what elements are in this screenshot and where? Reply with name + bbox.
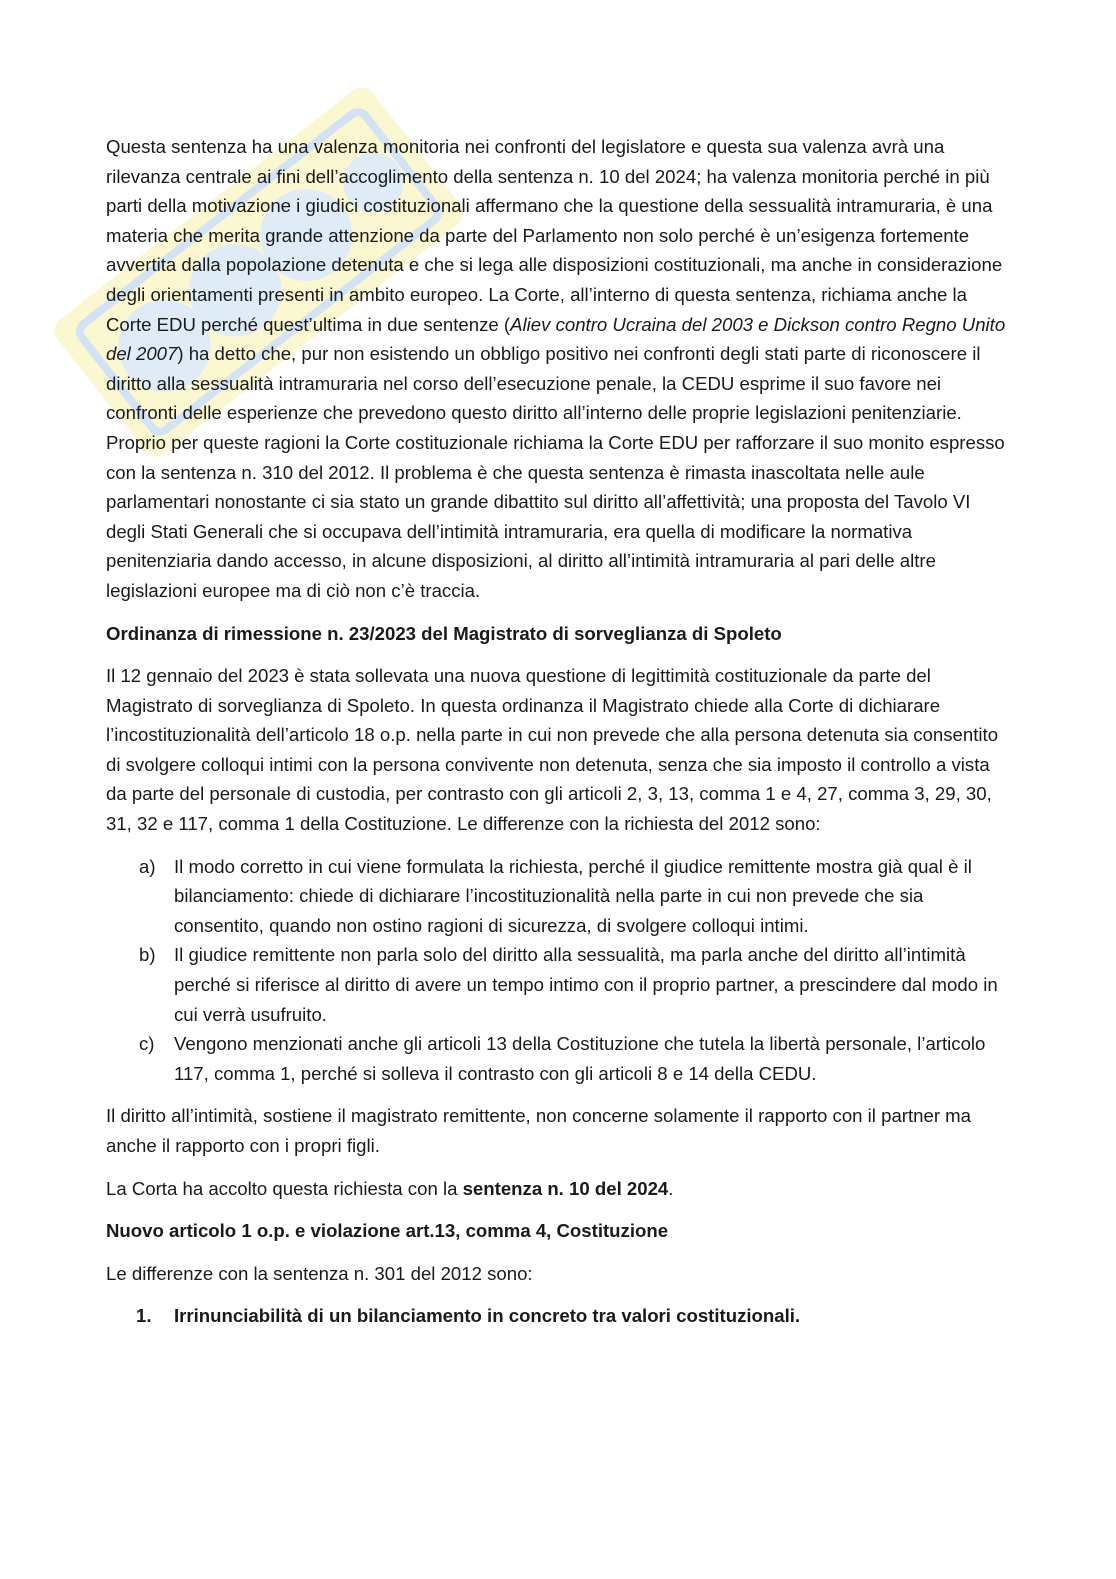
heading-ordinanza: Ordinanza di rimessione n. 23/2023 del Magistrato di sorveglianza di Spoleto (106, 622, 782, 644)
list-item-text: Vengono menzionati anche gli articoli 13 della Costituzione che tutela la libertà personale, l’articolo 117, comma 1, perché si solleva il contrasto con gli articoli 8 e 14 della CEDU. (174, 1033, 986, 1084)
list-marker: 1. (136, 1305, 152, 1327)
list-marker: c) (139, 1033, 155, 1055)
list-item (106, 1029, 1012, 1088)
heading-nuovo-articolo: Nuovo articolo 1 o.p. e violazione art.13, comma 4, Costituzione (106, 1220, 669, 1242)
paragraph-accoglimento-sentenza: sentenza n. 10 del 2024 (462, 1177, 669, 1199)
list-item-text: Irrinunciabilità di un bilanciamento in concreto tra valori costituzionali. (174, 1305, 801, 1327)
paragraph-accoglimento-part-1: La Corta ha accolto questa richiesta con la (106, 1177, 463, 1199)
list-differences (106, 852, 1012, 1089)
list-item-text: Il giudice remittente non parla solo del diritto alla sessualità, ma parla anche del diritto all’intimità perché si riferisce al diritto di avere un tempo intimo con il proprio partner, a prescindere dal modo in cui verrà usufruito. (174, 944, 998, 1025)
list-marker: a) (139, 855, 156, 877)
document-page (106, 132, 1012, 1344)
list-item (106, 852, 1012, 941)
paragraph-intimita: Il diritto all’intimità, sostiene il magistrato remittente, non concerne solamente il rapporto con il partner ma anche il rapporto con i propri figli. (106, 1105, 972, 1156)
paragraph-differenze: Le differenze con la sentenza n. 301 del 2012 sono: (106, 1262, 533, 1284)
list-item (106, 940, 1012, 1029)
paragraph-accoglimento-part-2: . (668, 1177, 674, 1199)
list-item (106, 1301, 1012, 1331)
list-item-text: Il modo corretto in cui viene formulata la richiesta, perché il giudice remittente mostra già qual è il bilanciamento: chiede di dichiarare l’incostituzionalità nella parte in cui non prevede che sia consentito, quando non ostino ragioni di sicurezza, di svolgere colloqui intimi. (174, 855, 972, 936)
paragraph-monitoria (106, 132, 1012, 606)
paragraph-accoglimento (106, 1174, 1012, 1204)
paragraph-monitoria-part-2: ) ha detto che, pur non esistendo un obbligo positivo nei confronti degli stati parte di riconoscere il diritto alla sessualità intramuraria nel corso dell’esecuzione penale, la CEDU esprime il suo favore nei confronti delle esperienze che prevedono questo diritto all’interno delle proprie legislazioni penitenziarie. Proprio per queste ragioni la Corte costituzionale richiama la Corte EDU per rafforzare il suo monito espresso con la sentenza n. 310 del 2012. Il problema è che questa sentenza è rimasta inascoltata nelle aule parlamentari nonostante ci sia stato un grande dibattito sul diritto all’affettività; una proposta del Tavolo VI degli Stati Generali che si occupava dell’intimità intramuraria, era quella di modificare la normativa penitenziaria dando accesso, in alcune disposizioni, al diritto all’intimità intramuraria al pari delle altre legislazioni europee ma di ciò non c’è traccia. (106, 343, 1005, 601)
paragraph-monitoria-cases: Aliev contro Ucraina del 2003 e Dickson contro Regno Unito del 2007 (106, 313, 1006, 365)
list-numbered (106, 1301, 1012, 1331)
paragraph-ordinanza: Il 12 gennaio del 2023 è stata sollevata una nuova questione di legittimità costituzionale da parte del Magistrato di sorveglianza di Spoleto. In questa ordinanza il Magistrato chiede alla Corte di dichiarare l’incostituzionalità dell’articolo 18 o.p. nella parte in cui non prevede che alla persona detenuta sia consentito di svolgere colloqui intimi con la persona convivente non detenuta, senza che sia imposto il controllo a vista da parte del personale di custodia, per contrasto con gli articoli 2, 3, 13, comma 1 e 4, 27, comma 3, 29, 30, 31, 32 e 117, comma 1 della Costituzione. Le differenze con la richiesta del 2012 sono: (106, 665, 999, 835)
list-marker: b) (139, 944, 156, 966)
paragraph-monitoria-part-1: Questa sentenza ha una valenza monitoria nei confronti del legislatore e questa sua valenza avrà una rilevanza centrale ai fini dell’accoglimento della sentenza n. 10 del 2024; ha valenza monitoria perché in più parti della motivazione i giudici costituzionali affermano che la questione della sessualità intramuraria, è una materia che merita grande attenzione da parte del Parlamento non solo perché è un’esigenza fortemente avvertita dalla popolazione detenuta e che si lega alle disposizioni costituzionali, ma anche in considerazione degli orientamenti presenti in ambito europeo. La Corte, all’interno di questa sentenza, richiama anche la Corte EDU perché quest’ultima in due sentenze ( (106, 136, 1003, 335)
